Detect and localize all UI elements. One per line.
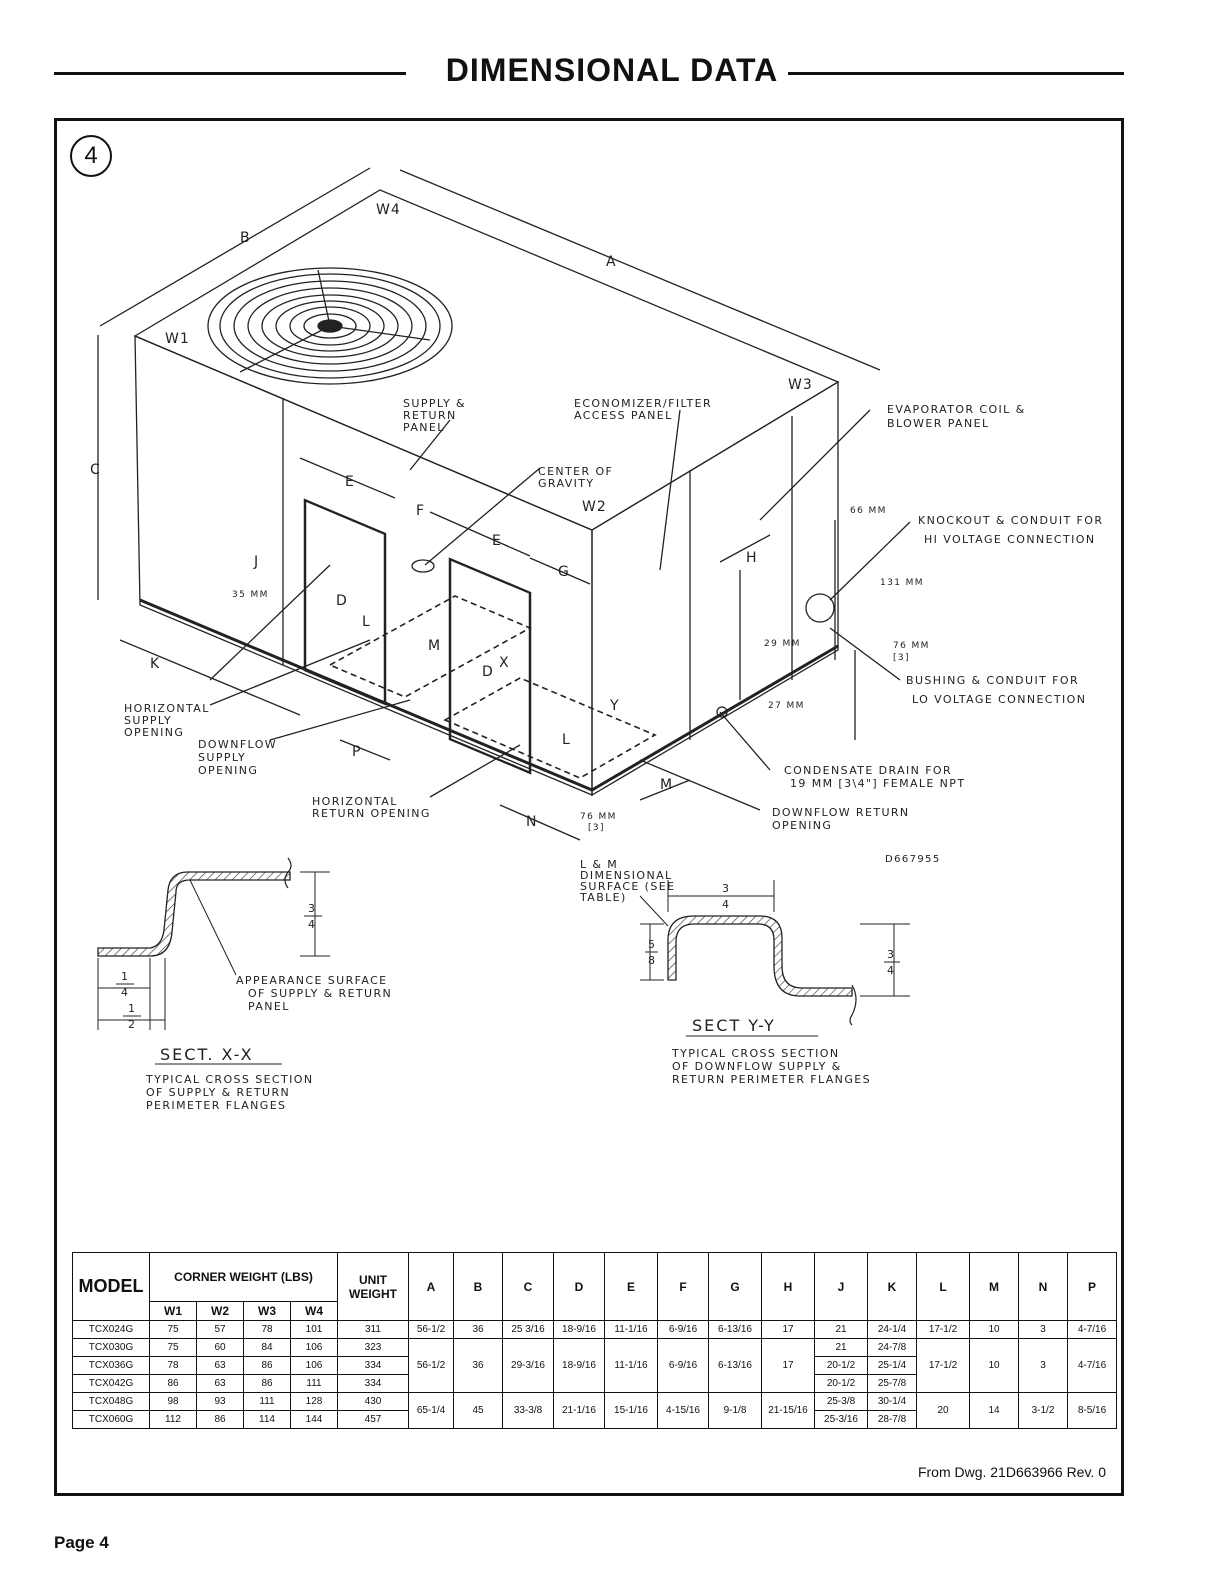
dim-l-label: L xyxy=(362,614,371,630)
note-knockout-2: HI VOLTAGE CONNECTION xyxy=(924,533,1096,546)
cell-w2: 57 xyxy=(197,1321,244,1339)
col-m: M xyxy=(970,1253,1019,1321)
corner-w2-label: W2 xyxy=(582,499,607,515)
col-d: D xyxy=(554,1253,605,1321)
cell-d: 18-9/16 xyxy=(554,1339,605,1393)
cell-w4: 111 xyxy=(291,1375,338,1393)
col-g: G xyxy=(709,1253,762,1321)
sect-xx-caption: TYPICAL CROSS SECTION xyxy=(146,1073,314,1086)
col-a: A xyxy=(409,1253,454,1321)
note-center-of-gravity: CENTER OF xyxy=(538,465,614,478)
corner-w4-label: W4 xyxy=(376,202,401,218)
cell-j: 20-1/2 xyxy=(815,1357,868,1375)
col-e: E xyxy=(605,1253,658,1321)
col-w1: W1 xyxy=(150,1302,197,1321)
note-center-of-gravity-2: GRAVITY xyxy=(538,477,595,490)
cell-w1: 112 xyxy=(150,1411,197,1429)
cell-w2: 63 xyxy=(197,1357,244,1375)
dim-76mm-a: 76 MM xyxy=(893,641,930,651)
dim-d-label: D xyxy=(336,593,348,609)
cell-unit: 430 xyxy=(338,1393,409,1411)
figure-number: 4 xyxy=(70,135,112,177)
cell-unit: 334 xyxy=(338,1375,409,1393)
cell-l: 20 xyxy=(917,1393,970,1429)
sect-yy-note-2: DIMENSIONAL xyxy=(580,869,673,882)
cell-w3: 111 xyxy=(244,1393,291,1411)
dim-e-label: E xyxy=(345,474,355,490)
note-bushing: BUSHING & CONDUIT FOR xyxy=(906,674,1079,687)
note-horizontal-supply: HORIZONTAL xyxy=(124,702,210,715)
cell-p: 4-7/16 xyxy=(1068,1339,1117,1393)
note-downflow-supply-3: OPENING xyxy=(198,764,259,777)
cell-k: 25-7/8 xyxy=(868,1375,917,1393)
dim-d2-label: D xyxy=(482,664,494,680)
sect-yy-frac-c-num: 3 xyxy=(887,948,896,961)
note-condensate-drain-2: 19 MM [3\4"] FEMALE NPT xyxy=(790,777,966,790)
table-row xyxy=(73,1321,1117,1339)
dim-c-label: C xyxy=(90,462,101,478)
cell-w3: 84 xyxy=(244,1339,291,1357)
col-corner-weight: CORNER WEIGHT (LBS) xyxy=(150,1253,338,1302)
cell-unit: 311 xyxy=(338,1321,409,1339)
corner-w3-label: W3 xyxy=(788,377,813,393)
section-xx-detail xyxy=(98,858,392,1112)
cell-b: 36 xyxy=(454,1321,503,1339)
cell-l: 17-1/2 xyxy=(917,1321,970,1339)
sect-xx-appearance-3: PANEL xyxy=(248,1000,290,1013)
note-supply-return-panel-3: PANEL xyxy=(403,421,445,434)
unit-side-face xyxy=(592,382,838,795)
col-p: P xyxy=(1068,1253,1117,1321)
sect-xx-frac-b-den: 4 xyxy=(121,986,130,999)
cell-k: 24-1/4 xyxy=(868,1321,917,1339)
cell-m: 10 xyxy=(970,1321,1019,1339)
col-w2: W2 xyxy=(197,1302,244,1321)
sect-yy-note-3: SURFACE (SEE xyxy=(580,880,676,893)
cell-w3: 78 xyxy=(244,1321,291,1339)
sect-xx-frac-a-den: 4 xyxy=(308,918,317,931)
cell-h: 17 xyxy=(762,1339,815,1393)
cell-f: 6-9/16 xyxy=(658,1339,709,1393)
sect-yy-frac-a-den: 4 xyxy=(722,898,731,911)
downflow-return-opening xyxy=(445,678,655,778)
sect-xx-appearance: APPEARANCE SURFACE xyxy=(236,974,388,987)
note-downflow-supply: DOWNFLOW xyxy=(198,738,278,751)
dim-p-label: P xyxy=(352,744,362,760)
sect-yy-caption-3: RETURN PERIMETER FLANGES xyxy=(672,1073,871,1086)
cell-w4: 106 xyxy=(291,1357,338,1375)
cell-d: 21-1/16 xyxy=(554,1393,605,1429)
dim-m-label: M xyxy=(428,638,442,654)
cell-e: 11-1/16 xyxy=(605,1339,658,1393)
cell-f: 6-9/16 xyxy=(658,1321,709,1339)
cell-w4: 106 xyxy=(291,1339,338,1357)
cell-k: 24-7/8 xyxy=(868,1339,917,1357)
cell-model: TCX024G xyxy=(73,1321,150,1339)
cell-g: 6-13/16 xyxy=(709,1321,762,1339)
dim-a-label: A xyxy=(606,254,617,270)
cell-w4: 128 xyxy=(291,1393,338,1411)
col-w3: W3 xyxy=(244,1302,291,1321)
note-supply-return-panel-2: RETURN xyxy=(403,409,457,422)
dim-66mm: 66 MM xyxy=(850,506,887,516)
note-economizer-2: ACCESS PANEL xyxy=(574,409,673,422)
col-unit-weight: UNIT WEIGHT xyxy=(338,1253,409,1321)
note-downflow-supply-2: SUPPLY xyxy=(198,751,247,764)
cell-w4: 144 xyxy=(291,1411,338,1429)
cell-w4: 101 xyxy=(291,1321,338,1339)
cell-w2: 60 xyxy=(197,1339,244,1357)
note-horizontal-supply-2: SUPPLY xyxy=(124,714,173,727)
cell-w3: 86 xyxy=(244,1375,291,1393)
cell-w2: 86 xyxy=(197,1411,244,1429)
sect-yy-frac-b-den: 8 xyxy=(648,954,657,967)
cell-l: 17-1/2 xyxy=(917,1339,970,1393)
unit-front-face xyxy=(135,336,592,795)
sect-xx-frac-b-num: 1 xyxy=(121,970,130,983)
cell-a: 56-1/2 xyxy=(409,1339,454,1393)
dim-27mm: 27 MM xyxy=(768,701,805,711)
cell-p: 4-7/16 xyxy=(1068,1321,1117,1339)
sect-yy-caption: TYPICAL CROSS SECTION xyxy=(672,1047,840,1060)
dim-b-label: B xyxy=(240,230,251,246)
col-j: J xyxy=(815,1253,868,1321)
dim-k-label: K xyxy=(150,656,161,672)
cell-e: 11-1/16 xyxy=(605,1321,658,1339)
note-supply-return-panel: SUPPLY & xyxy=(403,397,466,410)
cell-unit: 457 xyxy=(338,1411,409,1429)
table-row xyxy=(73,1393,1117,1411)
cell-j: 20-1/2 xyxy=(815,1375,868,1393)
dim-131mm: 131 MM xyxy=(880,578,924,588)
cell-model: TCX060G xyxy=(73,1411,150,1429)
source-drawing-note: From Dwg. 21D663966 Rev. 0 xyxy=(917,1464,1106,1480)
dim-g-label: G xyxy=(558,564,570,580)
cell-j: 25-3/8 xyxy=(815,1393,868,1411)
cell-h: 21-15/16 xyxy=(762,1393,815,1429)
cell-w1: 86 xyxy=(150,1375,197,1393)
cell-model: TCX030G xyxy=(73,1339,150,1357)
col-model: MODEL xyxy=(73,1253,150,1321)
note-bushing-2: LO VOLTAGE CONNECTION xyxy=(912,693,1087,706)
condenser-fan-grille xyxy=(208,268,452,384)
cell-j: 21 xyxy=(815,1321,868,1339)
note-downflow-return: DOWNFLOW RETURN xyxy=(772,806,910,819)
sect-xx-frac-c-num: 1 xyxy=(128,1002,137,1015)
cell-w2: 63 xyxy=(197,1375,244,1393)
col-l: L xyxy=(917,1253,970,1321)
cell-model: TCX048G xyxy=(73,1393,150,1411)
sect-yy-title: SECT Y-Y xyxy=(692,1016,776,1035)
table-row xyxy=(73,1339,1117,1357)
drawing-id: D667955 xyxy=(885,854,941,865)
cell-w2: 93 xyxy=(197,1393,244,1411)
note-horizontal-supply-3: OPENING xyxy=(124,726,185,739)
dim-j-label: J xyxy=(254,554,260,570)
cell-k: 28-7/8 xyxy=(868,1411,917,1429)
section-y-label: Y xyxy=(610,698,620,714)
cell-w1: 75 xyxy=(150,1321,197,1339)
col-b: B xyxy=(454,1253,503,1321)
sect-xx-frac-a-num: 3 xyxy=(308,902,317,915)
sect-yy-frac-c-den: 4 xyxy=(887,964,896,977)
cell-k: 30-1/4 xyxy=(868,1393,917,1411)
cell-w1: 78 xyxy=(150,1357,197,1375)
cell-e: 15-1/16 xyxy=(605,1393,658,1429)
cell-a: 56-1/2 xyxy=(409,1321,454,1339)
dim-m2-label: M xyxy=(660,777,674,793)
cell-w3: 86 xyxy=(244,1357,291,1375)
col-k: K xyxy=(868,1253,917,1321)
sect-yy-frac-a-num: 3 xyxy=(722,882,731,895)
cell-w1: 75 xyxy=(150,1339,197,1357)
cell-m: 14 xyxy=(970,1393,1019,1429)
cell-n: 3-1/2 xyxy=(1019,1393,1068,1429)
col-h: H xyxy=(762,1253,815,1321)
dim-29mm: 29 MM xyxy=(764,639,801,649)
note-evaporator-2: BLOWER PANEL xyxy=(887,417,990,430)
col-c: C xyxy=(503,1253,554,1321)
note-horizontal-return: HORIZONTAL xyxy=(312,795,398,808)
page-number: Page 4 xyxy=(54,1533,109,1552)
cell-m: 10 xyxy=(970,1339,1019,1393)
dim-n-label: N xyxy=(526,814,538,830)
sect-xx-appearance-2: OF SUPPLY & RETURN xyxy=(248,987,393,1000)
cell-j: 21 xyxy=(815,1339,868,1357)
sect-xx-caption-2: OF SUPPLY & RETURN xyxy=(146,1086,291,1099)
col-w4: W4 xyxy=(291,1302,338,1321)
cell-w1: 98 xyxy=(150,1393,197,1411)
sect-yy-note: L & M xyxy=(580,858,619,871)
page-title: DIMENSIONAL DATA xyxy=(0,52,1224,89)
cell-c: 29-3/16 xyxy=(503,1339,554,1393)
cell-c: 25 3/16 xyxy=(503,1321,554,1339)
cell-w3: 114 xyxy=(244,1411,291,1429)
cell-j: 25-3/16 xyxy=(815,1411,868,1429)
note-knockout: KNOCKOUT & CONDUIT FOR xyxy=(918,514,1104,527)
note-horizontal-return-2: RETURN OPENING xyxy=(312,807,431,820)
note-condensate-drain: CONDENSATE DRAIN FOR xyxy=(784,764,953,777)
cell-h: 17 xyxy=(762,1321,815,1339)
dim-3-b: [3] xyxy=(588,823,605,833)
cell-b: 45 xyxy=(454,1393,503,1429)
dim-76mm-b: 76 MM xyxy=(580,812,617,822)
cell-unit: 323 xyxy=(338,1339,409,1357)
sect-yy-frac-b-num: 5 xyxy=(648,938,657,951)
section-x-label: X xyxy=(499,655,510,671)
cell-g: 6-13/16 xyxy=(709,1339,762,1393)
section-yy-detail xyxy=(579,858,910,1086)
cell-n: 3 xyxy=(1019,1321,1068,1339)
note-downflow-return-2: OPENING xyxy=(772,819,833,832)
cell-g: 9-1/8 xyxy=(709,1393,762,1429)
cell-c: 33-3/8 xyxy=(503,1393,554,1429)
dim-e2-label: E xyxy=(492,533,502,549)
cell-model: TCX042G xyxy=(73,1375,150,1393)
dim-3-a: [3] xyxy=(893,653,910,663)
cell-unit: 334 xyxy=(338,1357,409,1375)
dimensional-data-table xyxy=(72,1252,1117,1429)
sect-xx-title: SECT. X-X xyxy=(160,1045,254,1064)
col-f: F xyxy=(658,1253,709,1321)
note-economizer: ECONOMIZER/FILTER xyxy=(574,397,713,410)
dim-h-label: H xyxy=(746,550,758,566)
note-evaporator: EVAPORATOR COIL & xyxy=(887,403,1026,416)
cell-p: 8-5/16 xyxy=(1068,1393,1117,1429)
sect-xx-caption-3: PERIMETER FLANGES xyxy=(146,1099,287,1112)
cell-d: 18-9/16 xyxy=(554,1321,605,1339)
dim-l2-label: L xyxy=(562,732,571,748)
sect-yy-note-4: TABLE) xyxy=(580,891,627,904)
corner-w1-label: W1 xyxy=(165,331,190,347)
cell-b: 36 xyxy=(454,1339,503,1393)
col-n: N xyxy=(1019,1253,1068,1321)
cell-f: 4-15/16 xyxy=(658,1393,709,1429)
cell-k: 25-1/4 xyxy=(868,1357,917,1375)
cell-model: TCX036G xyxy=(73,1357,150,1375)
sect-yy-caption-2: OF DOWNFLOW SUPPLY & xyxy=(672,1060,842,1073)
sect-xx-frac-c-den: 2 xyxy=(128,1018,137,1031)
cell-a: 65-1/4 xyxy=(409,1393,454,1429)
dim-35mm: 35 MM xyxy=(232,590,269,600)
dim-f-label: F xyxy=(416,503,426,519)
cell-n: 3 xyxy=(1019,1339,1068,1393)
